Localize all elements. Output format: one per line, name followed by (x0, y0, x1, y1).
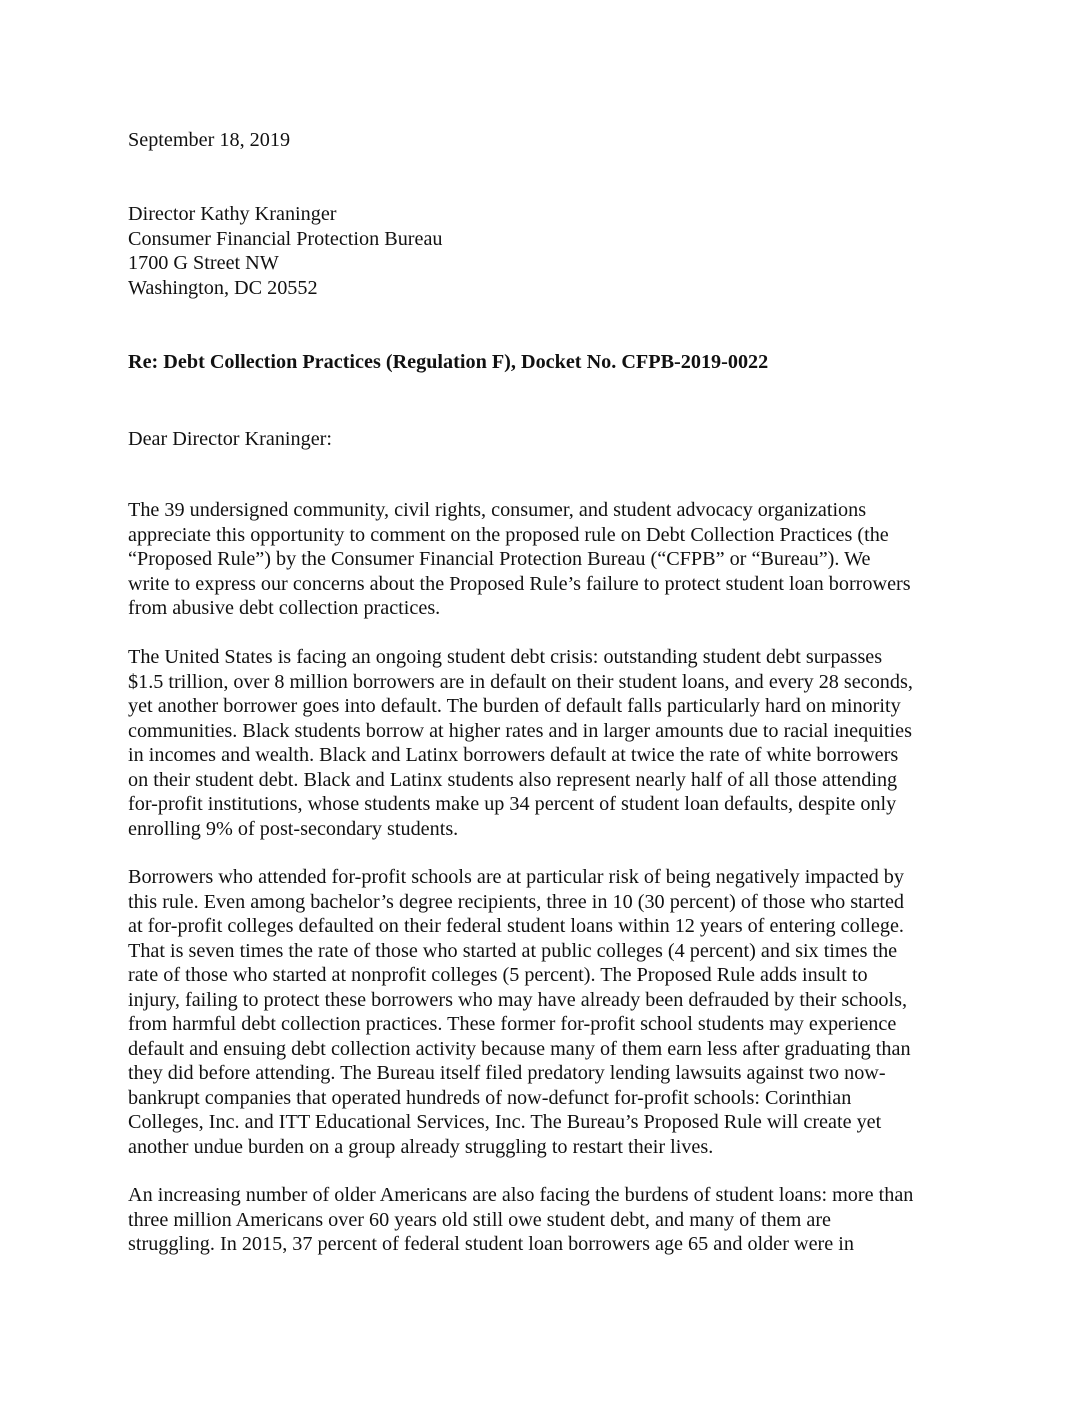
paragraph-line: rate of those who started at nonprofit colleges (5 percent). The Proposed Rule adds insult to (128, 964, 868, 986)
paragraph-1 (128, 498, 968, 621)
paragraph-2 (128, 645, 968, 841)
letter-date: September 18, 2019 (128, 129, 291, 151)
paragraph-3 (128, 865, 968, 1159)
paragraph-line: at for-profit colleges defaulted on their federal student loans within 12 years of entering college. (128, 915, 904, 937)
paragraph-line: this rule. Even among bachelor’s degree recipients, three in 10 (30 percent) of those who started (128, 890, 905, 913)
paragraph-line: The United States is facing an ongoing student debt crisis: outstanding student debt surpasses (128, 646, 883, 668)
paragraph-4 (128, 1183, 968, 1257)
paragraph-line: write to express our concerns about the Proposed Rule’s failure to protect student loan borrowers (128, 572, 911, 595)
recipient-name: Director Kathy Kraninger (128, 203, 337, 225)
recipient-organization: Consumer Financial Protection Bureau (128, 227, 443, 250)
paragraph-line: for-profit institutions, whose students make up 34 percent of student loan defaults, despite only (128, 793, 897, 815)
paragraph-line: enrolling 9% of post-secondary students. (128, 817, 459, 840)
paragraph-line: injury, failing to protect these borrowers who may have already been defrauded by their schools, (128, 988, 908, 1011)
paragraph-line: they did before attending. The Bureau itself filed predatory lending lawsuits against two now- (128, 1062, 886, 1084)
paragraph-line: The 39 undersigned community, civil rights, consumer, and student advocacy organizations (128, 499, 867, 521)
recipient-address (128, 202, 968, 300)
paragraph-line: $1.5 trillion, over 8 million borrowers are in default on their student loans, and every 28 seconds, (128, 670, 913, 693)
paragraph-line: three million Americans over 60 years old still owe student debt, and many of them are (128, 1208, 832, 1231)
paragraph-line: appreciate this opportunity to comment on the proposed rule on Debt Collection Practices (the (128, 523, 889, 546)
subject-line: Re: Debt Collection Practices (Regulation F), Docket No. CFPB-2019-0022 (128, 351, 769, 373)
paragraph-line: from abusive debt collection practices. (128, 597, 441, 619)
recipient-street: 1700 G Street NW (128, 252, 279, 274)
recipient-city-state-zip: Washington, DC 20552 (128, 276, 318, 299)
paragraph-line: struggling. In 2015, 37 percent of federal student loan borrowers age 65 and older were in (128, 1233, 854, 1255)
paragraph-line: another undue burden on a group already struggling to restart their lives. (128, 1135, 714, 1158)
paragraph-line: Colleges, Inc. and ITT Educational Services, Inc. The Bureau’s Proposed Rule will create yet (128, 1111, 882, 1133)
paragraph-line: yet another borrower goes into default. The burden of default falls particularly hard on minority (128, 695, 901, 717)
salutation: Dear Director Kraninger: (128, 428, 333, 450)
paragraph-line: communities. Black students borrow at higher rates and in larger amounts due to racial inequities (128, 719, 912, 742)
paragraph-line: An increasing number of older Americans are also facing the burdens of student loans: more than (128, 1184, 914, 1206)
paragraph-line: “Proposed Rule”) by the Consumer Financial Protection Bureau (“CFPB” or “Bureau”). We (128, 548, 871, 570)
paragraph-line: on their student debt. Black and Latinx students also represent nearly half of all those attending (128, 768, 898, 791)
paragraph-line: bankrupt companies that operated hundreds of now-defunct for-profit schools: Corinthian (128, 1086, 852, 1109)
paragraph-line: That is seven times the rate of those who started at public colleges (4 percent) and six times the (128, 939, 898, 962)
paragraph-line: in incomes and wealth. Black and Latinx borrowers default at twice the rate of white borrowers (128, 744, 899, 766)
paragraph-line: default and ensuing debt collection activity because many of them earn less after graduating than (128, 1037, 911, 1060)
paragraph-line: from harmful debt collection practices. These former for-profit school students may experience (128, 1013, 897, 1035)
paragraph-line: Borrowers who attended for-profit schools are at particular risk of being negatively impacted by (128, 866, 904, 888)
